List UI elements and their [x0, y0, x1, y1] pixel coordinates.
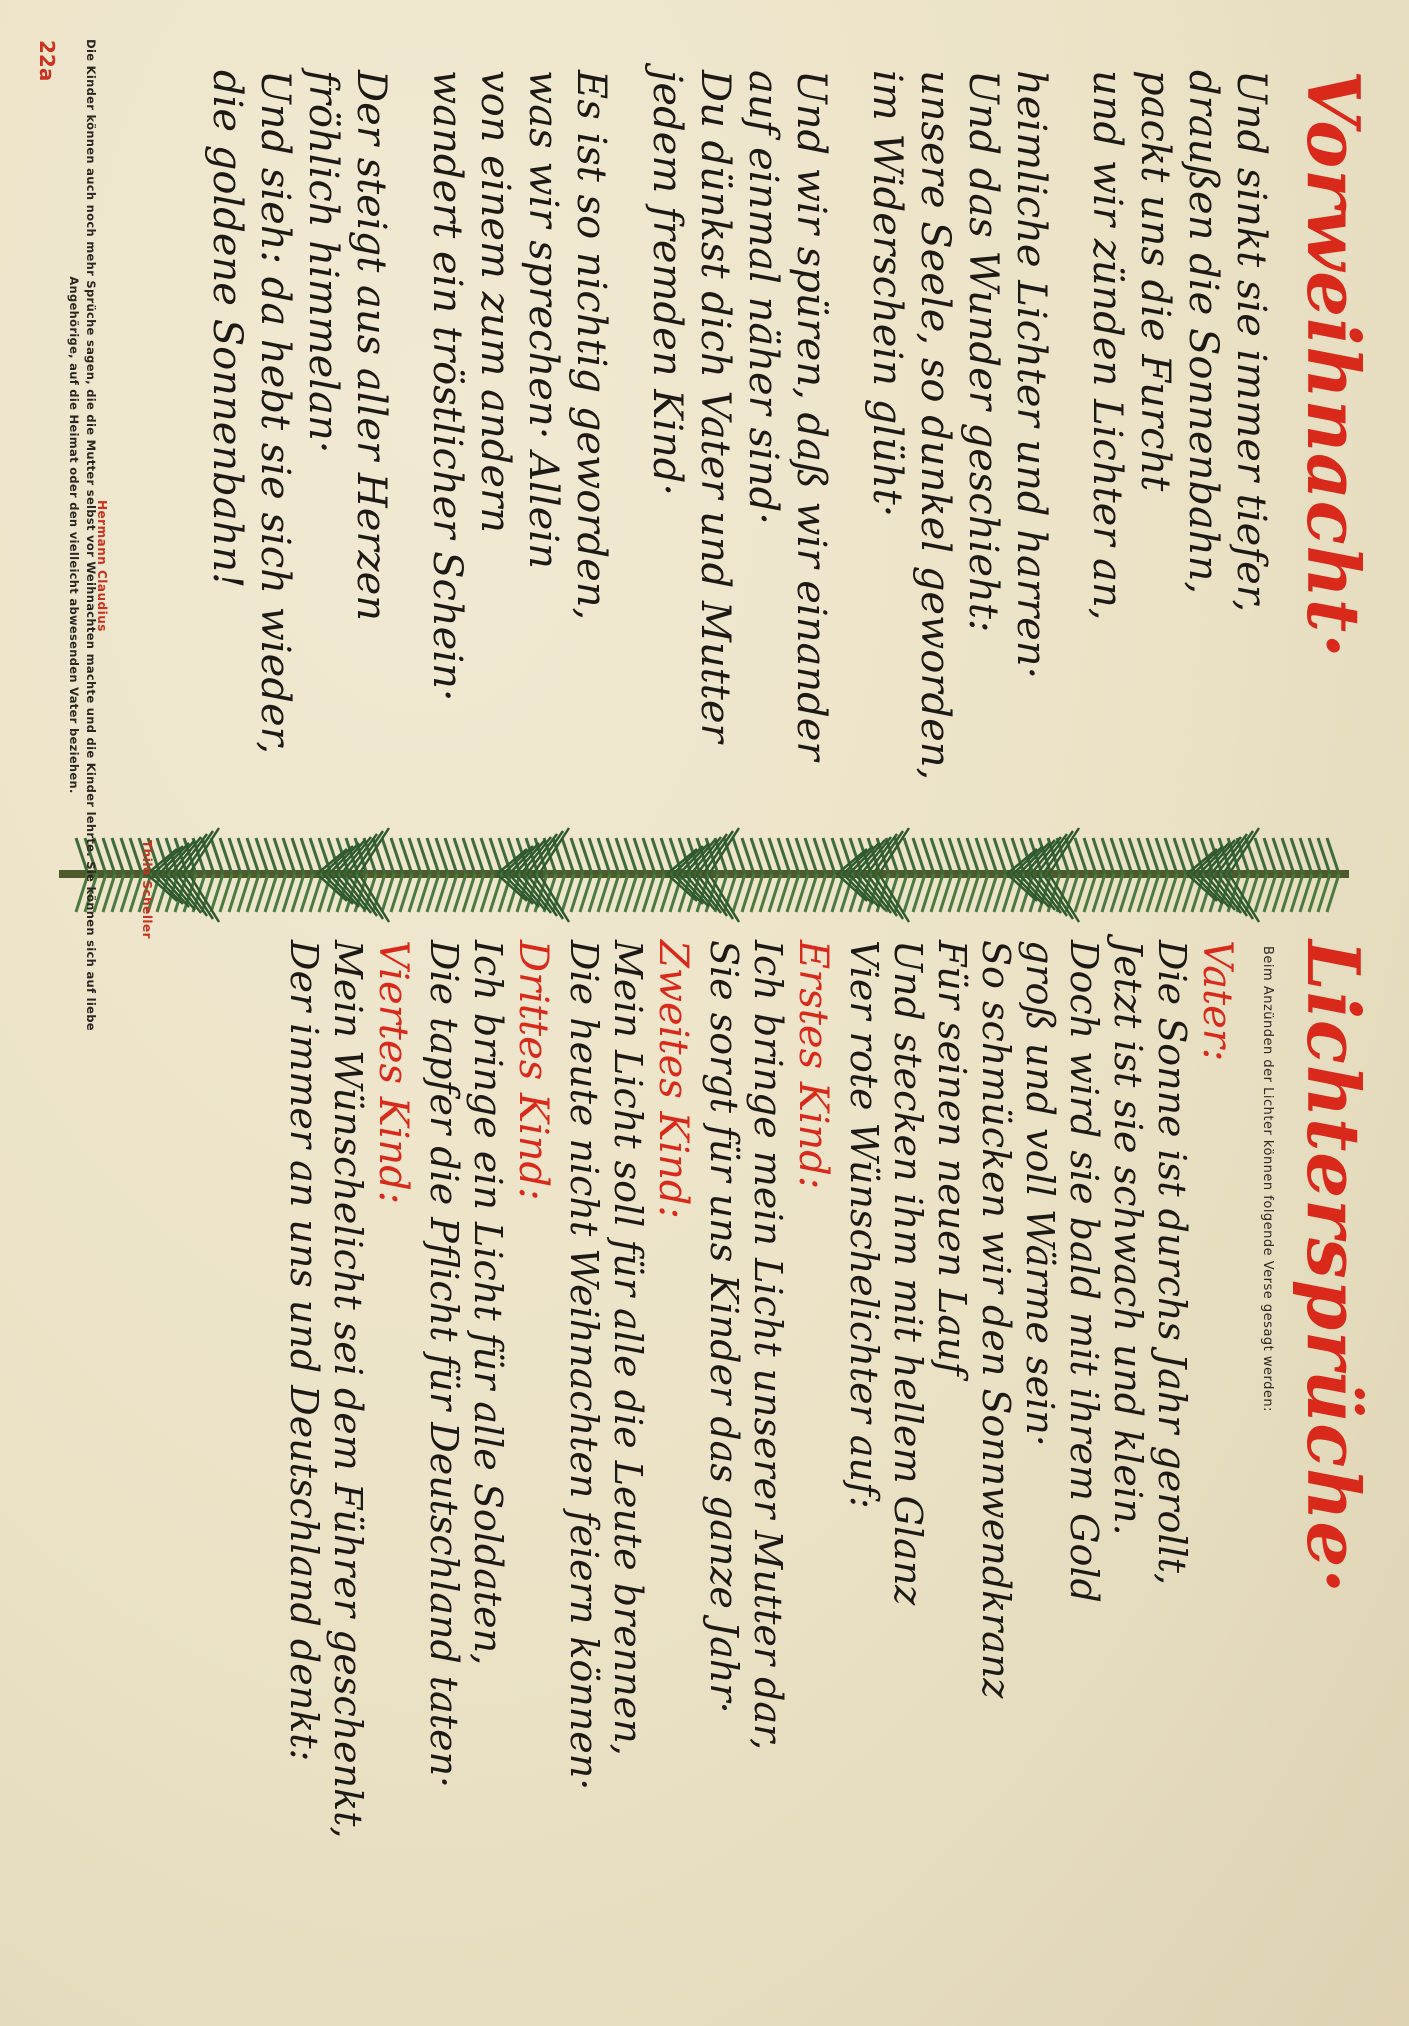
- poem-line: Und das Wunder geschieht:: [960, 70, 1006, 633]
- verse-line: groß und voll Wärme sein·: [1018, 940, 1062, 1447]
- speaker-label: Drittes Kind:: [510, 940, 556, 1201]
- footnote: Die Kinder können auch noch mehr Sprüche sagen, die die Mutter selbst vor Weihnachten machte und die Kinder lehrte. Sie können sich auf liebe Angehörige, auf die Heimat oder den vielleicht abwesenden Vater beziehen.: [67, 39, 98, 1031]
- fir-branch-icon: [59, 820, 1349, 930]
- verse-line: Ich bringe mein Licht unserer Mutter dar,: [746, 940, 790, 1751]
- poem-line: die goldene Sonnenbahn!: [204, 70, 250, 589]
- verse-line: Ich bringe ein Licht für alle Soldaten,: [466, 940, 510, 1666]
- poem-line: Der steigt aus aller Herzen: [348, 70, 394, 622]
- speaker-label: Zweites Kind:: [650, 940, 696, 1220]
- verse-line: Mein Wünschelicht sei dem Führer geschenkt,: [326, 940, 370, 1839]
- poem-subtitle: Beim Anzünden der Lichter können folgende Verse gesagt werden:: [1260, 946, 1275, 1413]
- poem-title-lichtersprueche: Lichtersprüche·: [1291, 940, 1376, 1595]
- poem-vorweihnacht: [175, 70, 1376, 790]
- verse-line: Sie sorgt für uns Kinder das ganze Jahr·: [702, 940, 746, 1714]
- poem-line: und wir zünden Lichter an,: [1084, 70, 1130, 621]
- verse-line: Und stecken ihm mit hellem Glanz: [886, 940, 930, 1606]
- poem-line: im Widerschein glüht·: [864, 70, 910, 518]
- verse-line: Jetzt ist sie schwach und klein.: [1106, 940, 1150, 1536]
- poem-line: heimliche Lichter und harren·: [1008, 70, 1054, 680]
- stanza: [203, 70, 395, 790]
- poem-line: Und sinkt sie immer tiefer,: [1228, 70, 1274, 613]
- poem-line: Und sieh: da hebt sie sich wieder,: [252, 70, 298, 755]
- speaker-section: [702, 940, 836, 1990]
- poem-line: fröhlich himmelan·: [300, 70, 346, 454]
- verse-line: Der immer an uns und Deutschland denkt:: [282, 940, 326, 1762]
- poem-stanzas: [203, 70, 1275, 790]
- speaker-label: Vater:: [1194, 940, 1240, 1062]
- poem-line: auf einmal näher sind·: [740, 70, 786, 525]
- poem-sections: [282, 940, 1240, 1990]
- poem-line: was wir sprechen· Allein: [520, 70, 566, 569]
- verse-line: Vier rote Wünschelichter auf:: [842, 940, 886, 1509]
- speaker-section: [422, 940, 556, 1990]
- page-number: 22a: [35, 40, 59, 82]
- stanza: [423, 70, 615, 790]
- speaker-label: Erstes Kind:: [790, 940, 836, 1190]
- verse-line: So schmücken wir den Sonnwendkranz: [974, 940, 1018, 1699]
- verse-line: Die tapfer die Pflicht für Deutschland taten·: [422, 940, 466, 1789]
- verse-line: Doch wird sie bald mit ihrem Gold: [1062, 940, 1106, 1603]
- verse-line: Für seinen neuen Lauf: [930, 940, 974, 1376]
- speaker-section: [842, 940, 1240, 1990]
- speaker-section: [282, 940, 416, 1990]
- poem-line: Es ist so nichtig geworden,: [568, 70, 614, 621]
- poem-line: wandert ein tröstlicher Schein·: [424, 70, 470, 702]
- speaker-section: [562, 940, 696, 1990]
- verse-line: Die heute nicht Weihnachten feiern können·: [562, 940, 606, 1791]
- verse-line: Mein Licht soll für alle die Leute brennen,: [606, 940, 650, 1756]
- speaker-label: Viertes Kind:: [370, 940, 416, 1205]
- stanza: [643, 70, 835, 790]
- poem-line: draußen die Sonnenbahn,: [1180, 70, 1226, 595]
- poem-lichtersprueche: [276, 940, 1376, 1990]
- verse-line: Die Sonne ist durchs Jahr gerollt,: [1150, 940, 1194, 1586]
- author-hermann-claudius: Hermann Claudius: [95, 500, 109, 632]
- poem-line: packt uns die Furcht: [1132, 70, 1178, 492]
- poem-line: unsere Seele, so dunkel geworden,: [912, 70, 958, 781]
- author-thilo-scheller: Thilo Scheller: [140, 840, 154, 940]
- poem-line: von einem zum andern: [472, 70, 518, 533]
- poem-title-vorweihnacht: Vorweihnacht·: [1291, 70, 1376, 660]
- poem-line: jedem fremden Kind·: [644, 70, 690, 497]
- poem-line: Du dünkst dich Vater und Mutter: [692, 70, 738, 743]
- stanza: [1083, 70, 1275, 790]
- poem-line: Und wir spüren, daß wir einander: [788, 70, 834, 761]
- stanza: [863, 70, 1055, 790]
